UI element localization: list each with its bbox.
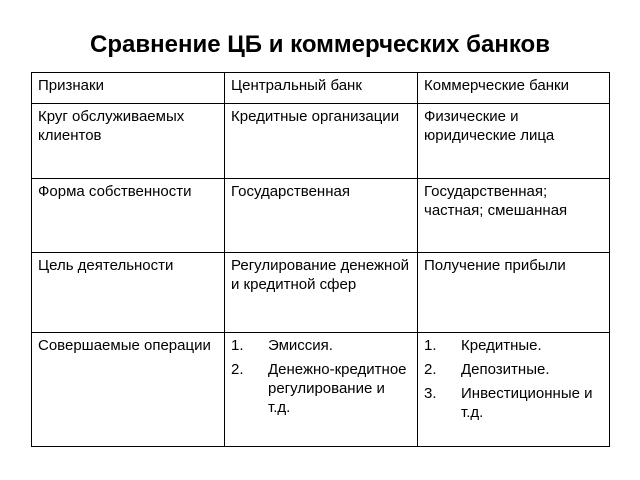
list-item-number: 2. [231, 361, 244, 378]
commercial-banks-cell: Физические и юридические лица [418, 104, 610, 179]
feature-cell: Цель деятельности [32, 253, 225, 333]
commercial-banks-cell: Получение прибыли [418, 253, 610, 333]
header-cell-central-bank: Центральный банк [225, 73, 418, 104]
feature-cell: Круг обслуживаемых клиентов [32, 104, 225, 179]
list-item [424, 384, 603, 422]
list-item [424, 360, 603, 379]
feature-cell: Форма собственности [32, 179, 225, 253]
table-row [32, 179, 610, 253]
list-item-number: 1. [231, 337, 244, 354]
table-row [32, 253, 610, 333]
list-item-text: Денежно-кредитное регулирование и т.д. [268, 361, 407, 416]
commercial-banks-cell [418, 333, 610, 447]
central-bank-cell [225, 333, 418, 447]
feature-cell: Совершаемые операции [32, 333, 225, 447]
page-title: Сравнение ЦБ и коммерческих банков [90, 31, 550, 58]
header-cell-commercial-banks: Коммерческие банки [418, 73, 610, 104]
central-bank-operations-list [231, 336, 411, 417]
table-row [32, 104, 610, 179]
list-item-number: 2. [424, 361, 437, 378]
table-row [32, 333, 610, 447]
central-bank-cell: Государственная [225, 179, 418, 253]
list-item-text: Кредитные. [461, 337, 542, 354]
table-header-row [32, 73, 610, 104]
list-item [424, 336, 603, 355]
list-item [231, 360, 411, 417]
header-cell-features: Признаки [32, 73, 225, 104]
commercial-banks-operations-list [424, 336, 603, 422]
list-item-number: 3. [424, 385, 437, 402]
list-item-text: Инвестиционные и т.д. [461, 385, 593, 421]
list-item [231, 336, 411, 355]
commercial-banks-cell: Государственная; частная; смешанная [418, 179, 610, 253]
comparison-table [31, 72, 610, 447]
central-bank-cell: Регулирование денежной и кредитной сфер [225, 253, 418, 333]
central-bank-cell: Кредитные организации [225, 104, 418, 179]
list-item-text: Депозитные. [461, 361, 550, 378]
list-item-text: Эмиссия. [268, 337, 333, 354]
list-item-number: 1. [424, 337, 437, 354]
